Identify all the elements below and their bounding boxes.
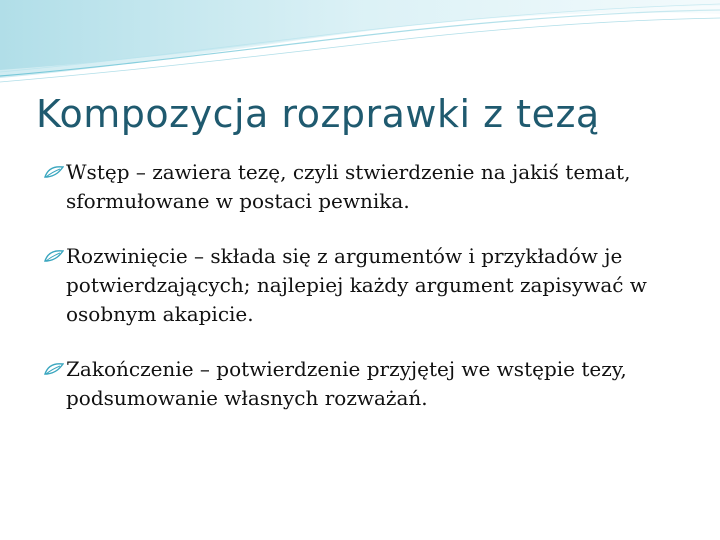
wave-header-decoration — [0, 0, 720, 90]
bullet-list — [44, 158, 684, 439]
bullet-item-intro — [44, 158, 684, 216]
bullet-text-body: Rozwinięcie – składa się z argumentów i przykładów je potwierdzających; najlepiej każdy argument zapisywać w osobnym akapicie. — [66, 244, 647, 326]
bullet-item-conclusion — [44, 355, 684, 413]
slide-title: Kompozycja rozprawki z tezą — [36, 92, 600, 136]
bullet-text-conclusion: Zakończenie – potwierdzenie przyjętej we wstępie tezy, podsumowanie własnych rozważań. — [66, 357, 627, 410]
leaf-bullet-icon — [44, 362, 64, 376]
bullet-text-intro: Wstęp – zawiera tezę, czyli stwierdzenie na jakiś temat, sformułowane w postaci pewnika. — [66, 160, 631, 213]
leaf-bullet-icon — [44, 165, 64, 179]
bullet-item-body — [44, 242, 684, 329]
leaf-bullet-icon — [44, 249, 64, 263]
